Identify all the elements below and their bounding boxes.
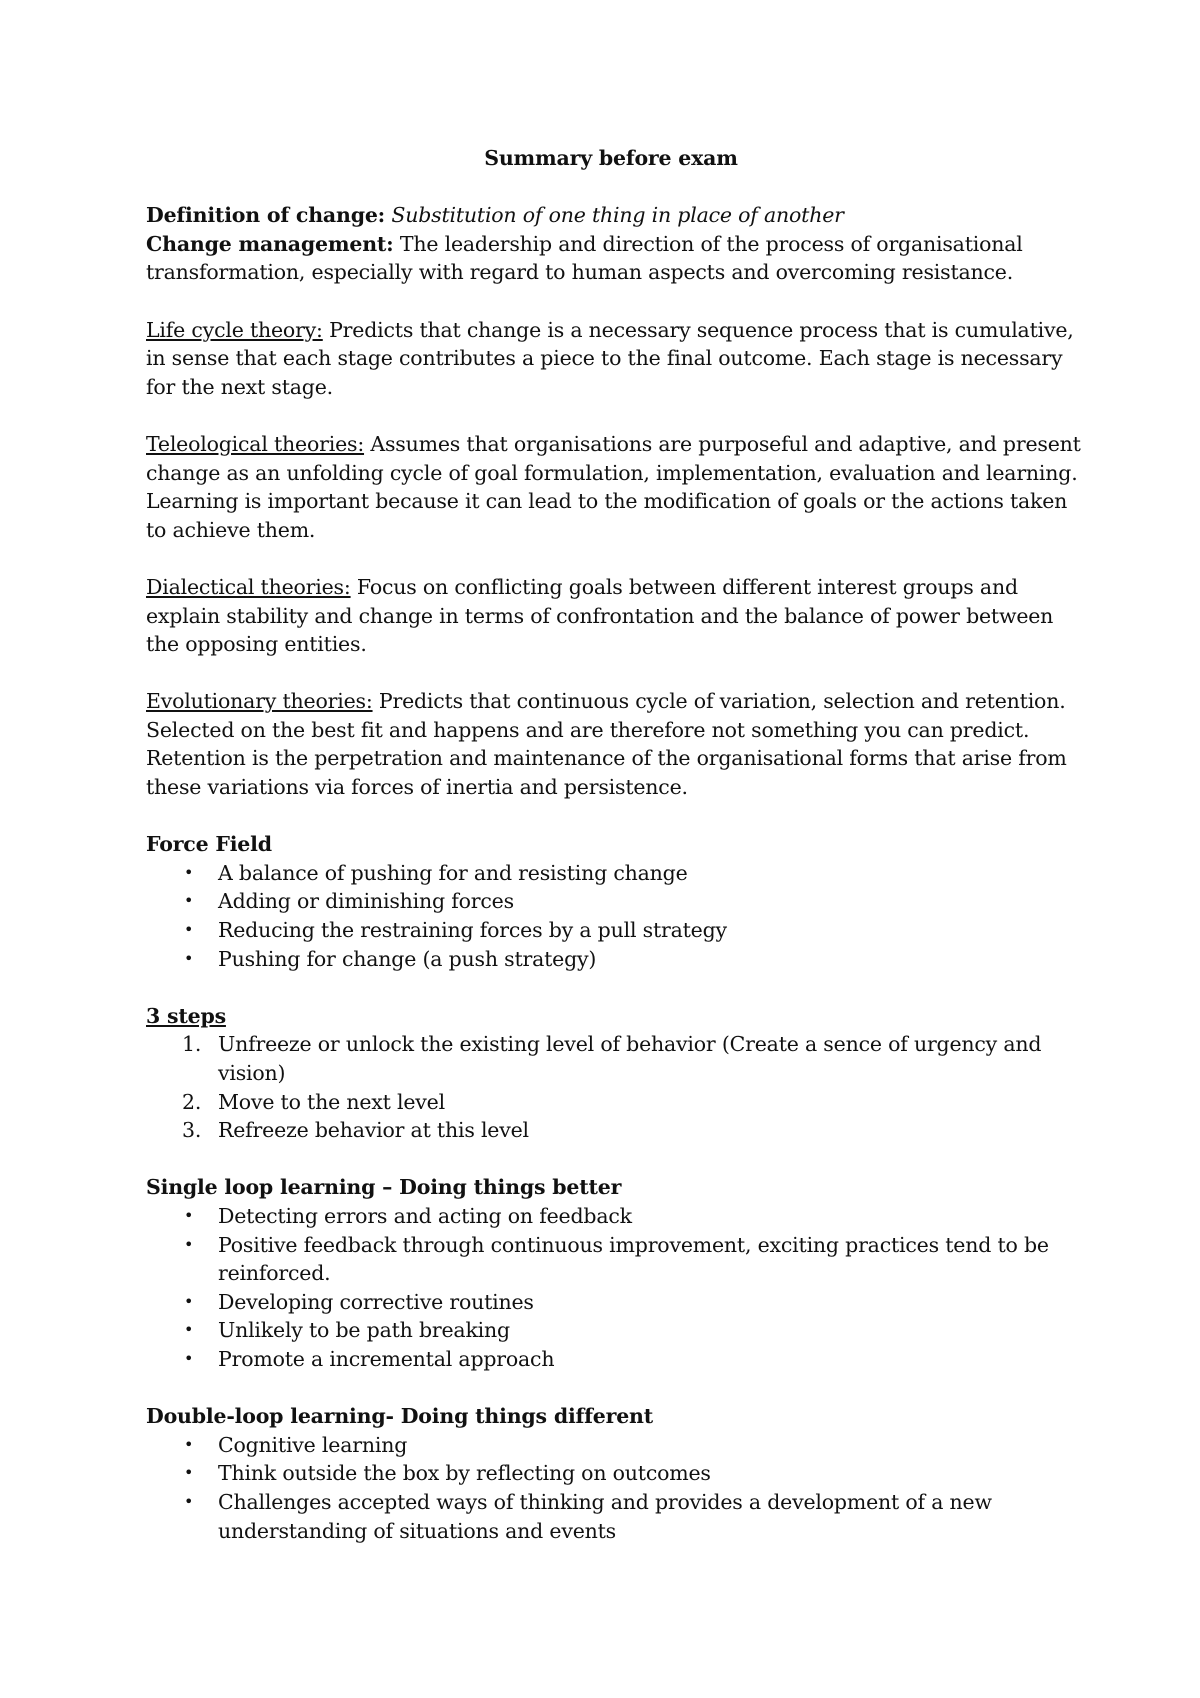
list-item (146, 945, 1086, 974)
single-loop-list (146, 1202, 1086, 1374)
list-item (146, 1288, 1086, 1317)
list-item-text: A balance of pushing for and resisting change (218, 860, 688, 885)
bullet-icon: • (184, 862, 194, 882)
list-item-text: Developing corrective routines (218, 1289, 534, 1314)
bullet-icon: • (184, 1434, 194, 1454)
bullet-icon: • (184, 948, 194, 968)
definitions-block (146, 201, 1086, 287)
change-management-text: The leadership and direction of the process of organisational transformation, especially with regard to human aspects and overcoming resistance. (146, 231, 1023, 285)
force-field-section (146, 830, 1086, 973)
list-item (146, 1202, 1086, 1231)
list-item-text: Detecting errors and acting on feedback (218, 1203, 632, 1228)
bullet-icon: • (184, 1463, 194, 1483)
list-item-text: Challenges accepted ways of thinking and provides a development of a new understanding of situations and events (218, 1489, 992, 1543)
definition-change-text: Substitution of one thing in place of another (391, 203, 844, 228)
list-item (146, 1316, 1086, 1345)
single-loop-section (146, 1173, 1086, 1373)
list-item-text: Pushing for change (a push strategy) (218, 946, 597, 971)
list-item (146, 1488, 1086, 1545)
bullet-icon: • (184, 1291, 194, 1311)
theory-dialectical (146, 573, 1086, 659)
bullet-icon: • (184, 1348, 194, 1368)
three-steps-list (146, 1030, 1086, 1144)
double-loop-list (146, 1431, 1086, 1545)
page-title: Summary before exam (484, 146, 738, 170)
theory-label: Teleological theories: (146, 431, 365, 456)
list-item (146, 859, 1086, 888)
definition-change-label: Definition of change: (146, 203, 386, 228)
bullet-icon: • (184, 920, 194, 940)
list-item (146, 887, 1086, 916)
bullet-icon: • (184, 1320, 194, 1340)
list-item (146, 1345, 1086, 1374)
theory-life-cycle (146, 316, 1086, 402)
list-number: 3. (182, 1118, 202, 1143)
list-item (146, 1431, 1086, 1460)
list-number: 2. (182, 1089, 202, 1114)
list-item-text: Unfreeze or unlock the existing level of behavior (Create a sence of urgency and vision) (218, 1032, 1042, 1085)
list-item-text: Reducing the restraining forces by a pull strategy (218, 918, 727, 943)
theory-text: Focus on conflicting goals between different interest groups and explain stability and change in terms of confrontation and the balance of power between the opposing entities. (146, 574, 1054, 657)
list-item-text: Adding or diminishing forces (218, 889, 514, 914)
theory-evolutionary (146, 687, 1086, 801)
theory-text: Assumes that organisations are purposeful and adaptive, and present change as an unfolding cycle of goal formulation, implementation, evaluation and learning. Learning is important because it can lead to the modification of goals or the actions taken to achieve them. (146, 431, 1081, 542)
theory-text: Predicts that continuous cycle of variation, selection and retention. Selected on the best fit and happens and are therefore not something you can predict. Retention is the perpetration and maintenance of the organisational forms that arise from these variations via forces of inertia and persistence. (146, 689, 1067, 800)
theory-text: Predicts that change is a necessary sequence process that is cumulative, in sense that each stage contributes a piece to the final outcome. Each stage is necessary for the next stage. (146, 317, 1074, 399)
change-management-label: Change management: (146, 231, 394, 256)
list-item (146, 1231, 1086, 1288)
list-item-text: Unlikely to be path breaking (218, 1318, 510, 1343)
bullet-icon: • (184, 1205, 194, 1225)
theory-label: Evolutionary theories: (146, 689, 373, 714)
list-item (146, 1030, 1086, 1087)
list-item-text: Positive feedback through continuous improvement, exciting practices tend to be reinforced. (218, 1232, 1049, 1286)
force-field-heading: Force Field (146, 832, 272, 857)
double-loop-heading: Double-loop learning- Doing things different (146, 1404, 654, 1429)
double-loop-section (146, 1402, 1086, 1545)
bullet-icon: • (184, 1491, 194, 1511)
list-item (146, 916, 1086, 945)
theory-teleological (146, 430, 1086, 544)
list-item (146, 1116, 1086, 1145)
list-item (146, 1088, 1086, 1117)
list-item-text: Cognitive learning (218, 1432, 408, 1457)
list-item (146, 1459, 1086, 1488)
list-item-text: Refreeze behavior at this level (218, 1118, 529, 1143)
list-item-text: Promote a incremental approach (218, 1346, 555, 1371)
list-number: 1. (182, 1032, 202, 1057)
list-item-text: Think outside the box by reflecting on outcomes (218, 1461, 711, 1486)
three-steps-heading: 3 steps (146, 1003, 226, 1028)
bullet-icon: • (184, 1234, 194, 1254)
bullet-icon: • (184, 891, 194, 911)
three-steps-section (146, 1002, 1086, 1145)
single-loop-heading: Single loop learning – Doing things better (146, 1175, 622, 1200)
list-item-text: Move to the next level (218, 1089, 445, 1114)
theory-label: Dialectical theories: (146, 574, 351, 599)
theory-label: Life cycle theory: (146, 317, 323, 342)
document-page (146, 144, 1086, 1574)
force-field-list (146, 859, 1086, 973)
